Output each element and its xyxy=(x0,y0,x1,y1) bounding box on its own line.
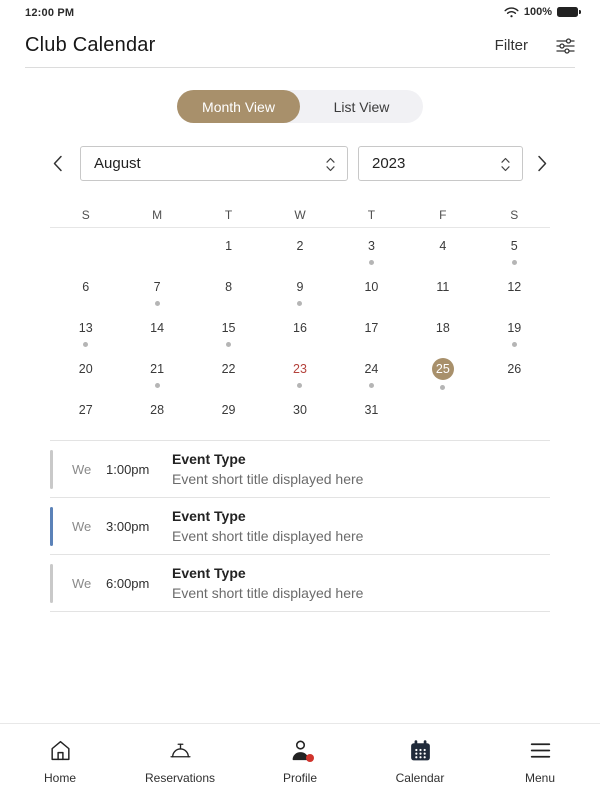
calendar-day-18[interactable] xyxy=(407,320,478,361)
filter-sliders-icon[interactable] xyxy=(556,38,575,54)
chevron-left-icon[interactable] xyxy=(52,154,66,173)
calendar-day-9[interactable] xyxy=(264,279,335,320)
updown-chevron-icon xyxy=(500,156,511,173)
chevron-right-icon[interactable] xyxy=(536,154,550,173)
event-type: Event Type xyxy=(172,508,246,524)
updown-chevron-icon xyxy=(325,156,336,173)
event-text xyxy=(172,508,363,544)
day-number: 28 xyxy=(150,403,165,417)
filter-label: Filter xyxy=(494,37,528,54)
calendar-day-17[interactable] xyxy=(336,320,407,361)
day-number: 26 xyxy=(507,362,522,376)
event-title: Event short title displayed here xyxy=(172,585,364,601)
event-dot xyxy=(440,385,445,390)
status-bar xyxy=(0,0,600,26)
calendar-day-28[interactable] xyxy=(121,402,192,443)
day-header: S xyxy=(81,208,90,222)
profile-icon xyxy=(287,737,314,764)
calendar-grid xyxy=(50,228,550,443)
battery-icon xyxy=(557,7,578,18)
calendar-icon xyxy=(407,737,434,764)
day-number: 19 xyxy=(507,321,522,335)
calendar-day-27[interactable] xyxy=(50,402,121,443)
notification-badge xyxy=(306,754,314,762)
page-title: Club Calendar xyxy=(25,34,156,56)
event-dot xyxy=(155,383,160,388)
day-number: 13 xyxy=(78,321,93,335)
home-icon xyxy=(47,737,74,764)
calendar-day-14[interactable] xyxy=(121,320,192,361)
calendar-day-6[interactable] xyxy=(50,279,121,320)
calendar-day-empty xyxy=(407,402,478,443)
month-select-value: August xyxy=(94,155,141,172)
day-number: 14 xyxy=(150,321,165,335)
filter-button[interactable] xyxy=(495,37,575,54)
day-number: 3 xyxy=(367,239,375,253)
event-dot xyxy=(369,260,374,265)
calendar-day-22[interactable] xyxy=(193,361,264,402)
event-title: Event short title displayed here xyxy=(172,528,364,544)
event-dot xyxy=(512,342,517,347)
calendar-day-15[interactable] xyxy=(193,320,264,361)
nav-item-reservations[interactable] xyxy=(120,724,240,800)
header-divider xyxy=(25,67,575,68)
day-number: 31 xyxy=(364,403,379,417)
event-dot xyxy=(369,383,374,388)
clock: 12:00 PM xyxy=(25,7,75,19)
event-text xyxy=(172,451,363,487)
event-dot xyxy=(83,342,88,347)
day-number: 11 xyxy=(436,280,450,294)
calendar-day-8[interactable] xyxy=(193,279,264,320)
event-day: We xyxy=(72,461,92,477)
day-number: 4 xyxy=(439,239,447,253)
event-list xyxy=(50,440,550,612)
day-number: 12 xyxy=(507,280,522,294)
calendar-day-30[interactable] xyxy=(264,402,335,443)
reservations-icon xyxy=(167,737,194,764)
calendar-day-10[interactable] xyxy=(336,279,407,320)
calendar-day-headers xyxy=(50,203,550,227)
event-day: We xyxy=(72,518,92,534)
day-number: 2 xyxy=(296,239,304,253)
event-dot xyxy=(155,301,160,306)
year-select-value: 2023 xyxy=(372,155,406,172)
calendar-day-13[interactable] xyxy=(50,320,121,361)
event-color-bar xyxy=(50,450,53,489)
calendar-day-11[interactable] xyxy=(407,279,478,320)
calendar xyxy=(50,203,550,443)
day-header: S xyxy=(510,208,519,222)
day-number: 10 xyxy=(364,280,379,294)
event-dot xyxy=(226,342,231,347)
calendar-day-2[interactable] xyxy=(264,238,335,279)
event-row[interactable] xyxy=(50,441,550,498)
calendar-day-20[interactable] xyxy=(50,361,121,402)
day-number: 5 xyxy=(510,239,518,253)
menu-icon xyxy=(527,737,554,764)
year-select[interactable] xyxy=(358,146,523,181)
event-row[interactable] xyxy=(50,498,550,555)
event-text xyxy=(172,565,363,601)
calendar-day-23[interactable] xyxy=(264,361,335,402)
day-number: 1 xyxy=(225,239,233,253)
day-header: W xyxy=(294,208,306,222)
bottom-nav xyxy=(0,723,600,800)
day-header: T xyxy=(224,208,233,222)
event-time: 6:00pm xyxy=(106,575,150,591)
event-time: 3:00pm xyxy=(106,518,150,534)
event-day: We xyxy=(72,575,92,591)
calendar-day-21[interactable] xyxy=(121,361,192,402)
battery-percentage: 100% xyxy=(523,6,552,18)
nav-label: Reservations xyxy=(144,771,216,785)
day-number: 22 xyxy=(221,362,236,376)
calendar-day-7[interactable] xyxy=(121,279,192,320)
event-time: 1:00pm xyxy=(106,461,150,477)
day-number: 18 xyxy=(435,321,450,335)
status-icons xyxy=(504,6,578,18)
day-number: 23 xyxy=(293,362,307,376)
calendar-day-empty xyxy=(121,238,192,279)
event-type: Event Type xyxy=(172,451,246,467)
event-dot xyxy=(297,301,302,306)
calendar-day-29[interactable] xyxy=(193,402,264,443)
calendar-day-5[interactable] xyxy=(479,238,550,279)
tab-list-view[interactable]: List View xyxy=(333,98,390,115)
nav-label: Profile xyxy=(282,771,317,785)
calendar-day-12[interactable] xyxy=(479,279,550,320)
calendar-day-3[interactable] xyxy=(336,238,407,279)
calendar-day-24[interactable] xyxy=(336,361,407,402)
day-number: 25 xyxy=(432,358,454,380)
day-number: 16 xyxy=(293,321,307,335)
calendar-day-1[interactable] xyxy=(193,238,264,279)
calendar-day-empty xyxy=(50,238,121,279)
calendar-day-25[interactable] xyxy=(407,361,478,402)
day-header: F xyxy=(439,208,447,222)
day-header: M xyxy=(152,208,163,222)
day-number: 21 xyxy=(150,362,165,376)
event-color-bar xyxy=(50,564,53,603)
event-dot xyxy=(512,260,517,265)
event-color-bar xyxy=(50,507,53,546)
event-dot xyxy=(297,383,302,388)
wifi-icon xyxy=(504,7,519,18)
tab-month-view[interactable]: Month View xyxy=(177,90,300,123)
day-header: T xyxy=(367,208,376,222)
calendar-day-4[interactable] xyxy=(407,238,478,279)
nav-item-menu[interactable] xyxy=(480,724,600,800)
calendar-day-31[interactable] xyxy=(336,402,407,443)
day-number: 9 xyxy=(296,280,304,294)
nav-label: Menu xyxy=(524,771,556,785)
day-number: 8 xyxy=(225,280,233,294)
day-number: 7 xyxy=(153,280,161,294)
calendar-day-16[interactable] xyxy=(264,320,335,361)
nav-item-home[interactable] xyxy=(0,724,120,800)
day-number: 17 xyxy=(364,321,379,335)
day-number: 15 xyxy=(221,321,236,335)
nav-item-calendar[interactable] xyxy=(360,724,480,800)
day-number: 29 xyxy=(221,403,236,417)
event-type: Event Type xyxy=(172,565,246,581)
nav-item-profile[interactable] xyxy=(240,724,360,800)
day-number: 24 xyxy=(364,362,379,376)
calendar-day-26[interactable] xyxy=(479,361,550,402)
view-toggle xyxy=(177,90,423,123)
calendar-day-empty xyxy=(479,402,550,443)
day-number: 30 xyxy=(293,403,307,417)
calendar-day-19[interactable] xyxy=(479,320,550,361)
nav-label: Calendar xyxy=(395,771,445,785)
day-number: 6 xyxy=(82,280,90,294)
nav-label: Home xyxy=(43,771,76,785)
day-number: 27 xyxy=(78,403,93,417)
day-number: 20 xyxy=(78,362,93,376)
month-select[interactable] xyxy=(80,146,348,181)
event-title: Event short title displayed here xyxy=(172,471,364,487)
event-row[interactable] xyxy=(50,555,550,612)
header xyxy=(25,26,575,67)
date-picker xyxy=(50,146,550,181)
